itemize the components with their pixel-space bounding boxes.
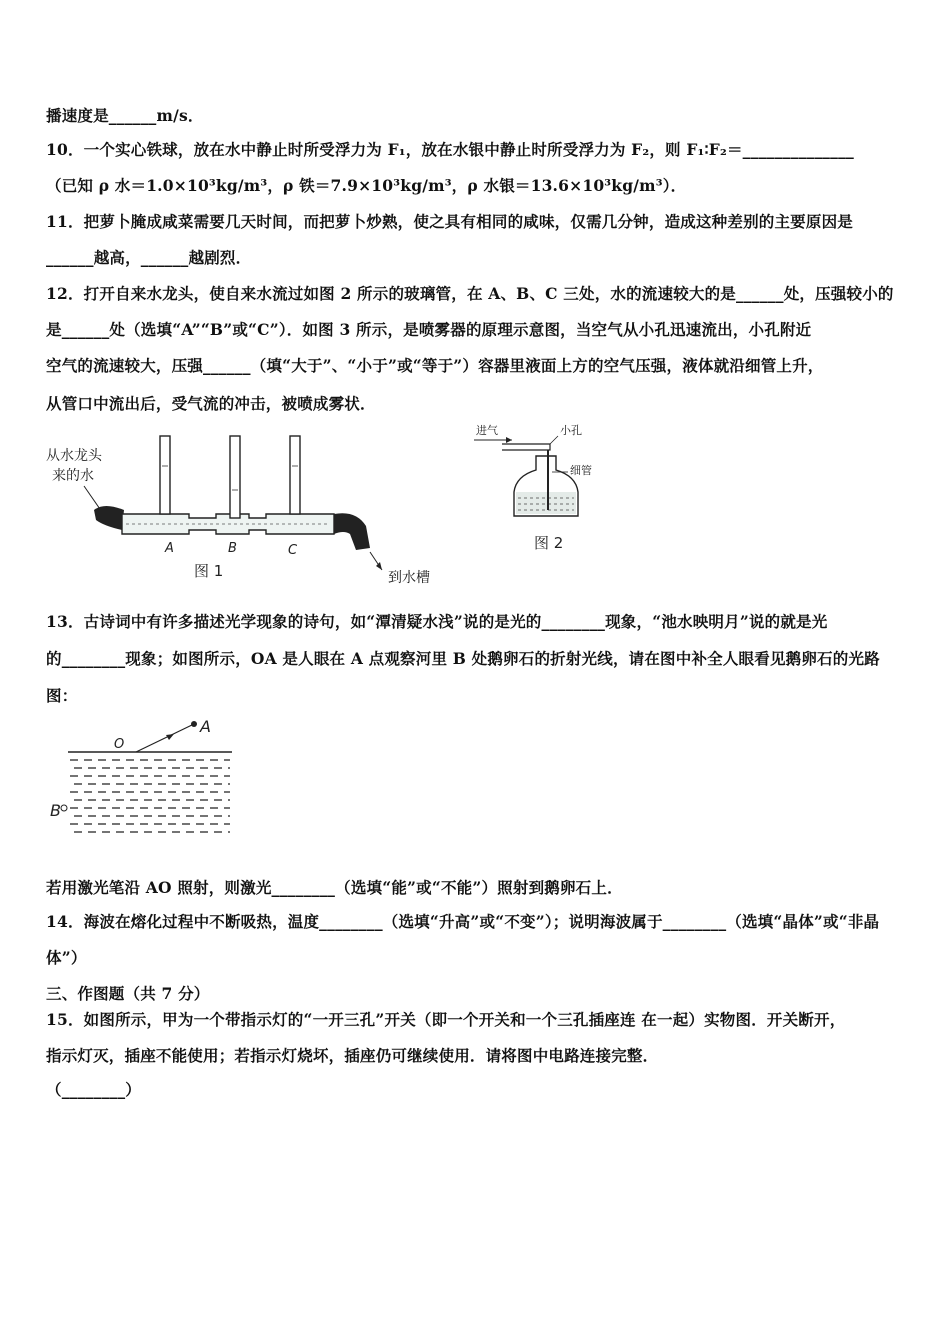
q15-answer-blank: （________） bbox=[46, 1080, 142, 1099]
q13-line-3: 图： bbox=[46, 686, 78, 705]
fig3-point-o: O bbox=[114, 737, 125, 752]
fig3-water-hatching bbox=[70, 760, 230, 832]
fig3-point-b: B bbox=[50, 801, 61, 820]
q14-line-2: 体”） bbox=[46, 948, 87, 967]
figure-sprayer bbox=[472, 420, 622, 570]
fig1-tube-c bbox=[290, 436, 300, 514]
q10-line-1: 10．一个实心铁球，放在水中静止时所受浮力为 F₁，放在水银中静止时所受浮力为 F₂，则 F₁∶F₂＝______________ bbox=[46, 140, 854, 159]
fig2-inlet-label: 进气 bbox=[476, 424, 498, 437]
fig1-point-b: B bbox=[228, 541, 237, 556]
q12-line-3: 空气的流速较大，压强______（填“大于”、“小于”或“等于”）容器里液面上方的空气压强，液体就沿细管上升， bbox=[46, 356, 824, 375]
fig3-eye-point bbox=[191, 721, 197, 727]
q13-line-1: 13．古诗词中有许多描述光学现象的诗句，如“潭清疑水浅”说的是光的________现象，“池水映明月”说的就是光 bbox=[46, 612, 828, 631]
fig1-source-label-1: 从水龙头 bbox=[46, 448, 102, 464]
q12-line-1: 12．打开自来水龙头，使自来水流过如图 2 所示的玻璃管，在 A、B、C 三处，水的流速较大的是______处，压强较小的 bbox=[46, 284, 894, 303]
fig2-air-pipe bbox=[502, 444, 550, 450]
fig2-liquid bbox=[516, 492, 576, 514]
line-speed-blank: 播速度是______m/s． bbox=[46, 106, 204, 125]
fig3-pebble-point bbox=[61, 805, 67, 811]
fig1-tube-b bbox=[230, 436, 240, 518]
fig2-caption: 图 2 bbox=[534, 534, 564, 552]
fig2-tube-label: 细管 bbox=[570, 464, 592, 477]
q12-line-2: 是______处（选填“A”“B”或“C”）．如图 3 所示，是喷雾器的原理示意图，当空气从小孔迅速流出，小孔附近 bbox=[46, 320, 812, 339]
q11-line-2: ______越高，______越剧烈． bbox=[46, 248, 252, 267]
fig1-caption: 图 1 bbox=[194, 562, 224, 580]
fig3-ray-oa bbox=[136, 724, 194, 752]
fig1-tube-a bbox=[160, 436, 170, 514]
fig1-point-a: A bbox=[165, 541, 174, 556]
q13-line-2: 的________现象；如图所示，OA 是人眼在 A 点观察河里 B 处鹅卵石的折射光线，请在图中补全人眼看见鹅卵石的光路 bbox=[46, 649, 880, 668]
q11-line-1: 11．把萝卜腌成咸菜需要几天时间，而把萝卜炒熟，使之具有相同的咸味，仅需几分钟，造成这种差别的主要原因是 bbox=[46, 212, 853, 231]
q10-line-2: （已知 ρ 水＝1.0×10³kg/m³，ρ 铁＝7.9×10³kg/m³，ρ 水银＝13.6×10³kg/m³）． bbox=[46, 176, 687, 195]
q14-line-1: 14．海波在熔化过程中不断吸热，温度________（选填“升高”或“不变”）；说明海波属于________（选填“晶体”或“非晶 bbox=[46, 912, 880, 931]
figure-glass-tube bbox=[44, 430, 444, 590]
fig1-outlet-label: 到水槽 bbox=[388, 570, 430, 586]
fig1-source-label-2: 来的水 bbox=[52, 468, 94, 484]
fig3-point-a: A bbox=[200, 717, 211, 736]
section-3-heading: 三、作图题（共 7 分） bbox=[46, 984, 210, 1003]
q12-line-4: 从管口中流出后，受气流的冲击，被喷成雾状． bbox=[46, 394, 376, 413]
fig1-point-c: C bbox=[288, 543, 298, 558]
q13-line-4: 若用激光笔沿 AO 照射，则激光________（选填“能”或“不能”）照射到鹅卵石上． bbox=[46, 878, 623, 897]
fig2-hole-label: 小孔 bbox=[560, 424, 582, 437]
q15-line-2: 指示灯灭，插座不能使用；若指示灯烧坏，插座仍可继续使用．请将图中电路连接完整． bbox=[46, 1046, 659, 1065]
q15-line-1: 15．如图所示，甲为一个带指示灯的“一开三孔”开关（即一个开关和一个三孔插座连 在一起）实物图．开关断开， bbox=[46, 1010, 846, 1029]
figure-refraction bbox=[48, 708, 238, 848]
fig1-hose-right bbox=[334, 513, 370, 550]
fig1-hose-left bbox=[94, 506, 124, 530]
fig2-hole-pointer bbox=[550, 436, 558, 444]
